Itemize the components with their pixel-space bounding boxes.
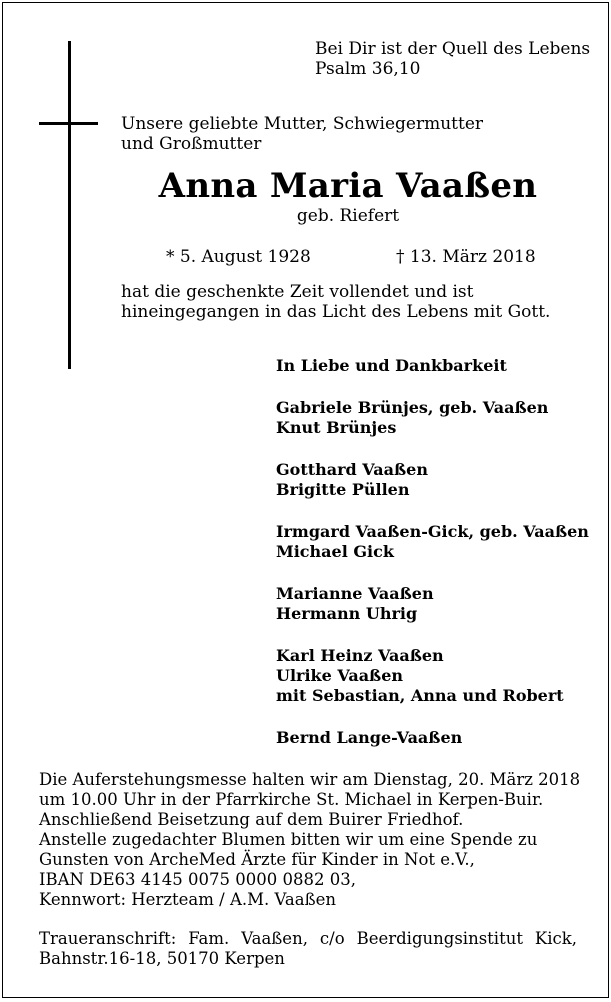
- memorial-line-1: hat die geschenkte Zeit vollendet und ist: [121, 282, 474, 302]
- mourner-group: [276, 728, 589, 748]
- service-line: Gunsten von ArcheMed Ärzte für Kinder in Not e.V.,: [39, 850, 475, 869]
- mourner-name: Karl Heinz Vaaßen: [276, 646, 444, 665]
- memorial-line-2: hineingegangen in das Licht des Lebens mit Gott.: [121, 302, 551, 322]
- mourner-group: [276, 460, 589, 500]
- mourner-name: Brigitte Püllen: [276, 480, 410, 499]
- mourning-address: [39, 929, 577, 969]
- mourner-name: Irmgard Vaaßen-Gick, geb. Vaaßen: [276, 522, 589, 541]
- memorial-text: [121, 282, 550, 322]
- service-line: um 10.00 Uhr in der Pfarrkirche St. Michael in Kerpen-Buir.: [39, 790, 544, 809]
- service-line: Kennwort: Herzteam / A.M. Vaaßen: [39, 890, 336, 909]
- service-line: Anschließend Beisetzung auf dem Buirer Friedhof.: [39, 810, 464, 829]
- mourner-group: [276, 398, 589, 438]
- service-line: Die Auferstehungsmesse halten wir am Dienstag, 20. März 2018: [39, 770, 581, 789]
- psalm-quote: [315, 39, 590, 79]
- mourner-name: Ulrike Vaaßen: [276, 666, 404, 685]
- address-line-1: Traueranschrift: Fam. Vaaßen, c/o Beerdigungsinstitut Kick,: [39, 929, 577, 948]
- service-line: Anstelle zugedachter Blumen bitten wir um eine Spende zu: [39, 830, 538, 849]
- service-line: IBAN DE63 4145 0075 0000 0882 03,: [39, 870, 356, 889]
- mourners-list: [276, 356, 589, 770]
- maiden-name: geb. Riefert: [296, 206, 400, 226]
- mourner-name: Gotthard Vaaßen: [276, 460, 428, 479]
- mourners-heading-group: [276, 356, 589, 376]
- psalm-text: Bei Dir ist der Quell des Lebens: [315, 39, 591, 59]
- mourner-group: [276, 646, 589, 706]
- mourner-name: Gabriele Brünjes, geb. Vaaßen: [276, 398, 549, 417]
- mourner-group: [276, 522, 589, 562]
- mourner-group: [276, 584, 589, 624]
- mourner-name: Marianne Vaaßen: [276, 584, 434, 603]
- cross-bar: [39, 122, 98, 125]
- intro-line-1: Unsere geliebte Mutter, Schwiegermutter: [121, 114, 484, 134]
- obituary-notice: [2, 2, 609, 998]
- psalm-reference: Psalm 36,10: [315, 59, 421, 79]
- deceased-name: Anna Maria Vaaßen: [158, 166, 538, 206]
- intro-text: [121, 114, 483, 154]
- mourner-name: Hermann Uhrig: [276, 604, 418, 623]
- mourner-name: Bernd Lange-Vaaßen: [276, 728, 463, 747]
- mourners-heading: In Liebe und Dankbarkeit: [276, 356, 507, 375]
- mourner-name: Michael Gick: [276, 542, 394, 561]
- death-date: † 13. März 2018: [396, 247, 536, 267]
- service-details: [39, 770, 580, 910]
- address-line-2: Bahnstr.16-18, 50170 Kerpen: [39, 949, 285, 968]
- intro-line-2: und Großmutter: [121, 134, 262, 154]
- birth-date: * 5. August 1928: [166, 247, 311, 267]
- mourner-name: mit Sebastian, Anna und Robert: [276, 686, 564, 705]
- mourner-name: Knut Brünjes: [276, 418, 397, 437]
